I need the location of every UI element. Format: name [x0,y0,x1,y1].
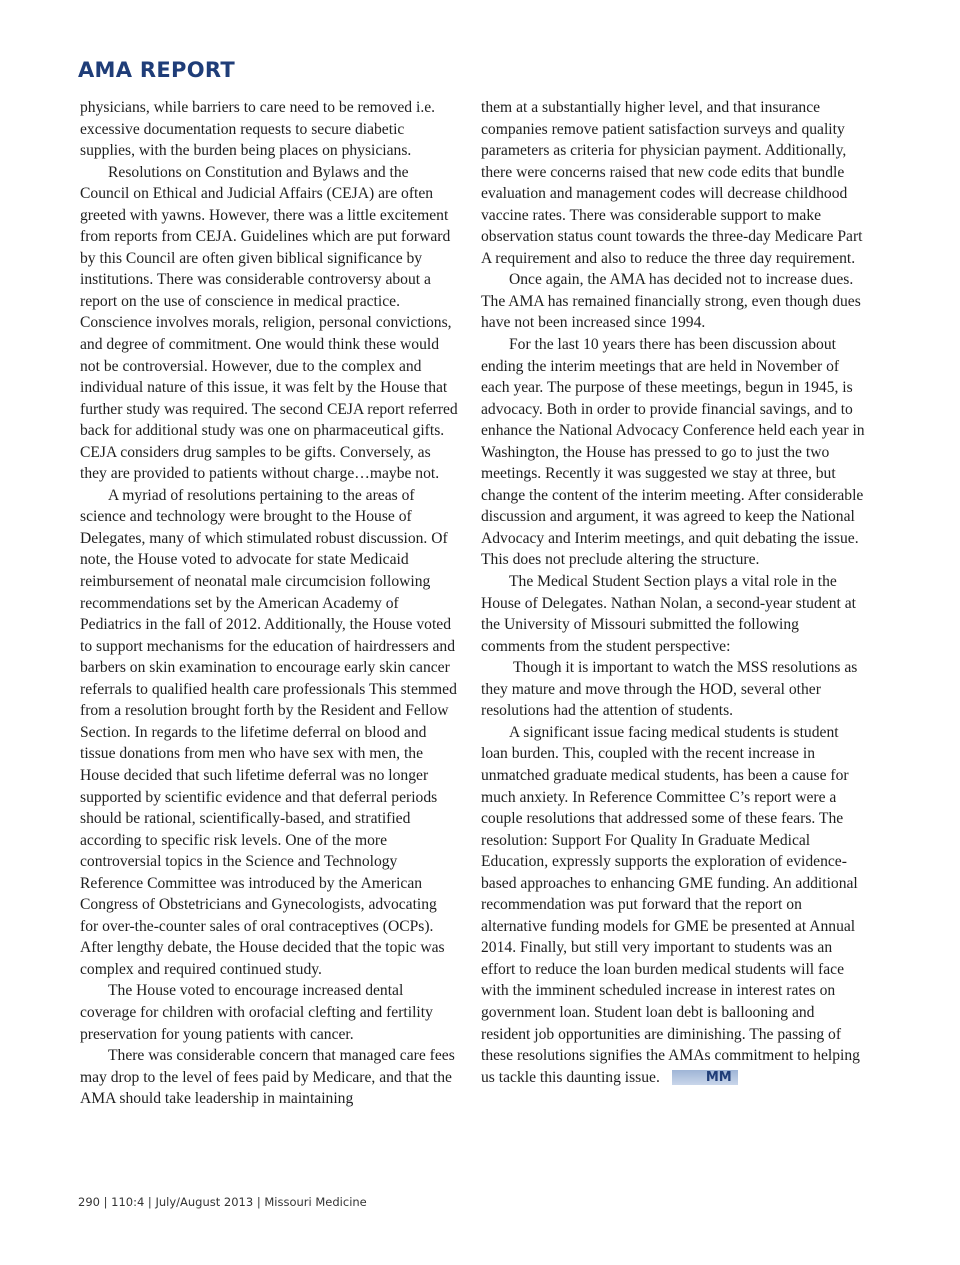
paragraph: physicians, while barriers to care need to be removed i.e. excessive documentation requests to secure diabetic supplies, with the burden being places on physicians. [80,99,436,160]
last-paragraph [481,722,865,1088]
page-footer: 290 | 110:4 | July/August 2013 | Missouri Medicine [78,1195,367,1209]
paragraph: A myriad of resolutions pertaining to the areas of science and technology were brought to the House of Delegates, many of which stimulated robust discussion. Of note, the House voted to advocate for state Medicaid reimbursement of neonatal male circumcision following recommendations set by the American Academy of Pediatrics in the fall of 2012. Additionally, the House voted to support mechanisms for the education of hairdressers and barbers on skin examination to encourage early skin cancer referrals to qualified health care professionals This stemmed from a resolution brought forth by the Resident and Fellow Section. In regards to the lifetime deferral on blood and tissue donations from men who have sex with men, the House decided that such lifetime deferral was no longer supported by scientific evidence and that deferral periods should be rational, scientifically-based, and stratified according to specific risk levels. One of the more controversial topics in the Science and Technology Reference Committee was introduced by the American Congress of Obstetricians and Gynecologists, advocating for over-the-counter sales of oral contraceptives (OCPs). After lengthy debate, the House decided that the topic was complex and required continued study. [80,486,457,978]
paragraph: The Medical Student Section plays a vital role in the House of Delegates. Nathan Nolan, a second-year student at the University of Missouri submitted the following comments from the student perspective: [481,573,856,655]
paragraph: For the last 10 years there has been discussion about ending the interim meetings that are held in November of each year. The purpose of these meetings, begun in 1945, is advocacy. Both in order to provide financial savings, and to enhance the National Advocacy Conference held each year in Washington, the House has pressed to go to just the two meetings. Recently it was suggested we stay at three, but change the content of the interim meeting. After considerable discussion and argument, it was agreed to keep the National Advocacy and Interim meetings, and quit debating the issue. This does not preclude altering the structure. [481,336,865,569]
left-column [80,97,458,1110]
paragraph-text: A significant issue facing medical students is student loan burden. This, coupled with the recent increase in unmatched graduate medical students, has been a cause for much anxiety. In Reference Committee C’s report were a couple resolutions that addressed some of these fears. The resolution: Support For Quality In Graduate Medical Education, expressly supports the exploration of evidence-based approaches to enhancing GME funding. An additional recommendation was put forward that the report on alternative funding models for GME be presented at Annual 2014. Finally, but still very important to students was an effort to reduce the loan burden medical students will face with the imminent scheduled increase in interest rates on government loan. Student loan debt is ballooning and resident job opportunities are diminishing. The passing of these resolutions signifies the AMAs commitment to helping us tackle this daunting issue. [481,723,860,1086]
right-column [481,97,865,1088]
paragraph: them at a substantially higher level, and that insurance companies remove patient satisfaction surveys and quality parameters as criteria for physician payment. Additionally, there were concerns raised that new code edits that bundle evaluation and management codes will decrease childhood vaccine rates. There was considerable support to make observation status count towards the three-day Medicare Part A requirement and also to reduce the three day requirement. [481,99,863,267]
paragraph: Once again, the AMA has decided not to increase dues. The AMA has remained financially strong, even though dues have not been increased since 1994. [481,271,861,332]
paragraph: The House voted to encourage increased dental coverage for children with orofacial clefting and fertility preservation for young patients with cancer. [80,982,433,1043]
paragraph: Resolutions on Constitution and Bylaws and the Council on Ethical and Judicial Affairs (CEJA) are often greeted with yawns. However, there was a little excitement from reports from CEJA. Guidelines which are put forward by this Council are often given biblical significance by institutions. There was considerable controversy about a report on the use of conscience in medical practice. Conscience involves morals, religion, personal convictions, and degree of commitment. One would think these would not be controversial. However, due to the complex and individual nature of this issue, it was felt by the House that further study was required. The second CEJA report referred back for additional study was one on pharmaceutical gifts. CEJA considers drug samples to be gifts. Conversely, as they are provided to patients without charge…maybe not. [80,163,458,483]
section-header: AMA REPORT [78,58,236,82]
paragraph: There was considerable concern that managed care fees may drop to the level of fees paid by Medicare, and that the AMA should take leadership in maintaining [80,1047,455,1108]
end-mark-logo: MM [672,1070,738,1085]
student-quote: Though it is important to watch the MSS resolutions as they mature and move through the HOD, several other resolutions had the attention of students. [481,659,858,720]
